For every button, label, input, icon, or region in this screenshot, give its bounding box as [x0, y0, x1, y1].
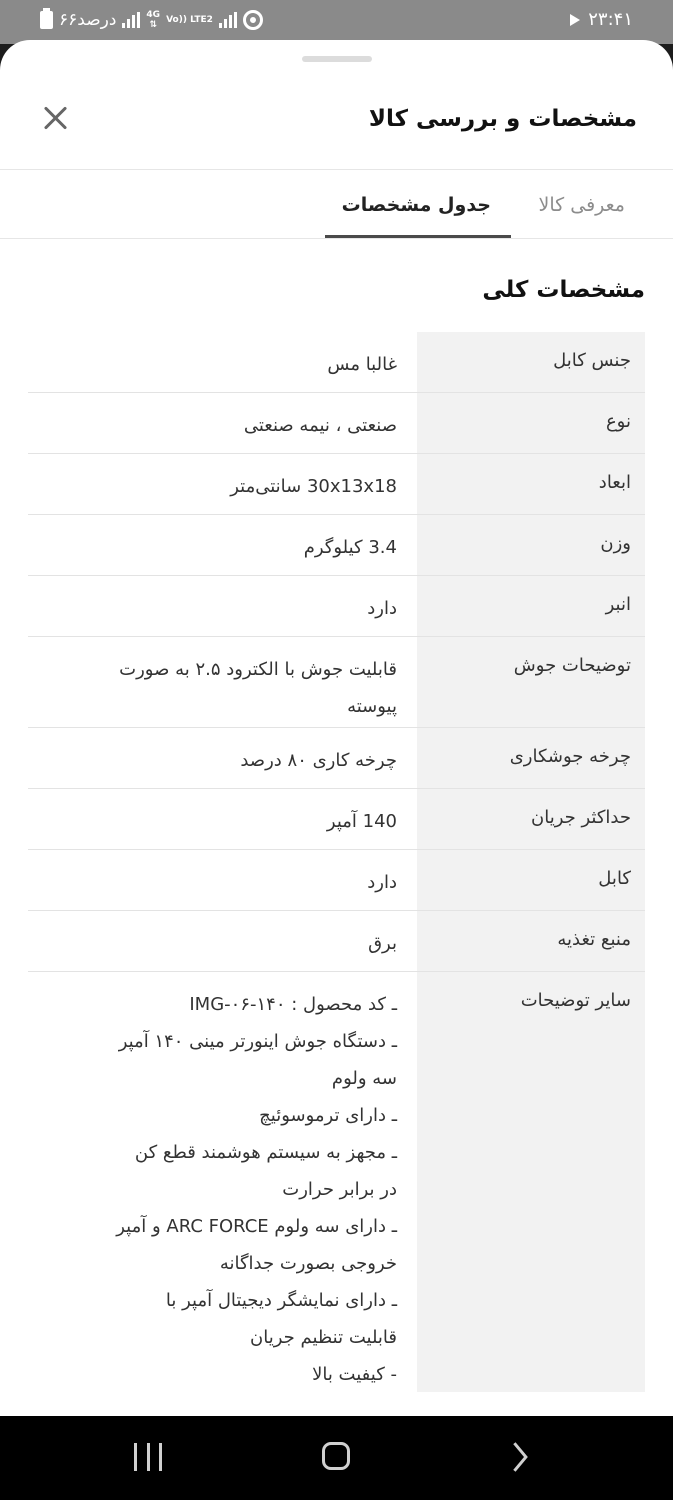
product-specs-sheet [0, 40, 673, 1416]
status-right [570, 9, 633, 30]
specs-table [28, 332, 645, 1392]
spec-row [28, 576, 645, 637]
sheet-header [0, 40, 673, 170]
spec-key: جنس کابل [417, 332, 645, 392]
system-nav-bar [0, 1416, 673, 1500]
spec-value: غالبا مس [327, 354, 397, 375]
back-icon[interactable] [507, 1441, 539, 1473]
spec-row [28, 454, 645, 515]
spec-row [28, 972, 645, 1392]
section-title: مشخصات کلی [482, 277, 645, 303]
spec-row [28, 637, 645, 728]
tab-product-intro[interactable]: معرفی کالا [538, 194, 625, 216]
spec-value: 3.4 کیلوگرم [303, 537, 397, 558]
sheet-title: مشخصات و بررسی کالا [368, 106, 637, 132]
battery-icon [40, 11, 53, 29]
spec-value: 140 آمپر [326, 811, 397, 832]
active-tab-indicator [325, 235, 511, 238]
close-icon[interactable] [40, 102, 72, 134]
battery-text: ۶۶درصد [59, 10, 117, 30]
recent-apps-icon[interactable] [134, 1443, 162, 1471]
spec-value: صنعتی ، نیمه صنعتی [243, 415, 397, 436]
network-type: 4G ⇅ [146, 10, 161, 30]
tab-bar [0, 170, 673, 239]
spec-value: ـ کد محصول : IMG-۰۶-۱۴۰ ـ دستگاه جوش اینورتر مینی ۱۴۰ آمپر سه ولوم ـ دارای ترموسوئیچ ـ مجهز به سیستم هوشمند قطع کن در برابر حرارت ـ دارای سه ولوم ARC FORCE و آمپر خروجی بصورت جداگانه ـ دارای نمایشگر دیجیتال آمپر با قابلیت تنظیم جریان - کیفیت بالا [116, 994, 397, 1385]
status-time: ۲۳:۴۱ [588, 9, 633, 30]
spec-value: چرخه کاری ۸۰ درصد [240, 750, 397, 771]
spec-key: وزن [417, 515, 645, 575]
spec-value: دارد [367, 872, 397, 893]
signal-icon-2 [219, 12, 237, 28]
spec-value: 30x13x18 سانتی‌متر [230, 476, 397, 497]
spec-key: توضیحات جوش [417, 637, 645, 727]
spec-value: قابلیت جوش با الکترود ۲.۵ به صورت پیوسته [119, 659, 397, 717]
spec-key: ابعاد [417, 454, 645, 514]
home-icon[interactable] [322, 1442, 350, 1470]
spec-row [28, 911, 645, 972]
spec-value: برق [368, 933, 397, 954]
tab-spec-table[interactable]: جدول مشخصات [341, 194, 491, 216]
hotspot-icon [243, 10, 263, 30]
spec-row [28, 728, 645, 789]
spec-key: چرخه جوشکاری [417, 728, 645, 788]
spec-key: منبع تغذیه [417, 911, 645, 971]
spec-key: سایر توضیحات [417, 972, 645, 1392]
spec-row [28, 393, 645, 454]
spec-key: انبر [417, 576, 645, 636]
play-icon [570, 14, 580, 26]
status-bar [0, 0, 673, 44]
status-left [40, 10, 263, 30]
spec-row [28, 332, 645, 393]
volte-indicator: Vo)) LTE2 [166, 15, 213, 25]
spec-key: کابل [417, 850, 645, 910]
signal-icon [122, 12, 140, 28]
spec-row [28, 850, 645, 911]
spec-row [28, 789, 645, 850]
spec-row [28, 515, 645, 576]
spec-value: دارد [367, 598, 397, 619]
spec-key: حداکثر جریان [417, 789, 645, 849]
spec-key: نوع [417, 393, 645, 453]
